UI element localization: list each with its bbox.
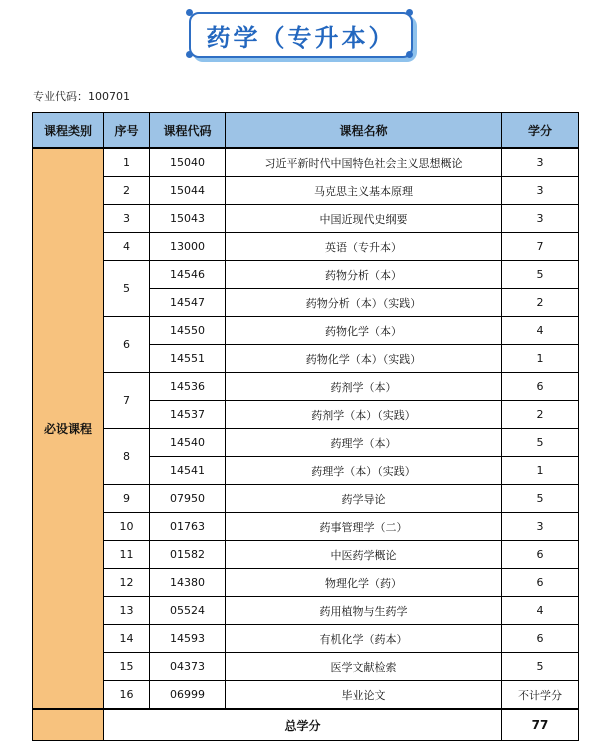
seq-cell: 1 [104,148,150,177]
course-code: 14380 [150,569,226,597]
course-name: 药剂学（本） [226,373,502,401]
course-name: 毕业论文 [226,681,502,710]
table-row [33,429,579,457]
seq-cell: 8 [104,429,150,485]
seq-cell: 3 [104,205,150,233]
table-row [33,681,579,710]
table-row [33,597,579,625]
course-name: 物理化学（药） [226,569,502,597]
course-code: 14541 [150,457,226,485]
table-row [33,177,579,205]
seq-cell: 9 [104,485,150,513]
corner-dot-icon [186,9,193,16]
table-row [33,513,579,541]
header-seq: 序号 [104,113,150,149]
table-row [33,148,579,177]
course-code: 14540 [150,429,226,457]
title-box [189,12,413,58]
header-credit: 学分 [502,113,579,149]
seq-cell: 15 [104,653,150,681]
course-name: 有机化学（药本） [226,625,502,653]
course-code: 01763 [150,513,226,541]
header-code: 课程代码 [150,113,226,149]
table-row [33,373,579,401]
corner-dot-icon [186,51,193,58]
page-title: 药学（专升本） [206,23,396,52]
table-row [33,569,579,597]
course-credit: 1 [502,457,579,485]
seq-cell: 14 [104,625,150,653]
table-row [33,261,579,289]
course-name: 习近平新时代中国特色社会主义思想概论 [226,148,502,177]
total-value: 77 [502,709,579,741]
header-name: 课程名称 [226,113,502,149]
course-credit: 2 [502,289,579,317]
course-name: 药物化学（本） [226,317,502,345]
course-code: 04373 [150,653,226,681]
title-banner [189,12,413,58]
course-credit: 5 [502,261,579,289]
course-name: 药用植物与生药学 [226,597,502,625]
course-credit: 6 [502,373,579,401]
total-row [33,709,579,741]
course-code: 05524 [150,597,226,625]
table-row [33,233,579,261]
course-name: 中医药学概论 [226,541,502,569]
course-code: 14593 [150,625,226,653]
course-name: 药物分析（本） [226,261,502,289]
course-credit: 2 [502,401,579,429]
course-name: 中国近现代史纲要 [226,205,502,233]
course-code: 14546 [150,261,226,289]
table-row [33,485,579,513]
table-row [33,317,579,345]
course-code: 14547 [150,289,226,317]
course-name: 药事管理学（二） [226,513,502,541]
course-code: 07950 [150,485,226,513]
course-table [32,112,579,741]
category-cell: 必设课程 [33,148,104,709]
course-credit: 3 [502,177,579,205]
course-code: 15040 [150,148,226,177]
seq-cell: 11 [104,541,150,569]
course-code: 01582 [150,541,226,569]
table-row [33,205,579,233]
corner-dot-icon [406,51,413,58]
course-credit: 4 [502,597,579,625]
course-credit: 5 [502,429,579,457]
course-credit: 4 [502,317,579,345]
seq-cell: 12 [104,569,150,597]
seq-cell: 13 [104,597,150,625]
course-code: 14551 [150,345,226,373]
table-header-row [33,113,579,149]
seq-cell: 5 [104,261,150,317]
course-name: 药剂学（本）（实践） [226,401,502,429]
course-body [33,148,579,741]
course-credit: 6 [502,569,579,597]
seq-cell: 16 [104,681,150,710]
course-code: 06999 [150,681,226,710]
seq-cell: 7 [104,373,150,429]
total-category-cell [33,709,104,741]
course-name: 英语（专升本） [226,233,502,261]
course-credit: 6 [502,541,579,569]
course-credit: 5 [502,485,579,513]
course-code: 15043 [150,205,226,233]
table-row [33,653,579,681]
course-name: 药物分析（本）（实践） [226,289,502,317]
course-credit: 不计学分 [502,681,579,710]
course-name: 药理学（本）（实践） [226,457,502,485]
course-code: 14550 [150,317,226,345]
seq-cell: 10 [104,513,150,541]
course-credit: 5 [502,653,579,681]
table-row [33,625,579,653]
course-name: 药物化学（本）（实践） [226,345,502,373]
course-credit: 7 [502,233,579,261]
corner-dot-icon [406,9,413,16]
course-credit: 3 [502,205,579,233]
course-code: 14536 [150,373,226,401]
course-name: 马克思主义基本原理 [226,177,502,205]
course-credit: 3 [502,513,579,541]
course-credit: 3 [502,148,579,177]
course-code: 13000 [150,233,226,261]
table-row [33,541,579,569]
course-code: 15044 [150,177,226,205]
course-name: 药理学（本） [226,429,502,457]
seq-cell: 6 [104,317,150,373]
seq-cell: 4 [104,233,150,261]
course-name: 药学导论 [226,485,502,513]
total-label: 总学分 [104,709,502,741]
course-name: 医学文献检索 [226,653,502,681]
major-code: 专业代码：100701 [33,90,130,103]
course-credit: 1 [502,345,579,373]
course-credit: 6 [502,625,579,653]
seq-cell: 2 [104,177,150,205]
course-code: 14537 [150,401,226,429]
header-category: 课程类别 [33,113,104,149]
